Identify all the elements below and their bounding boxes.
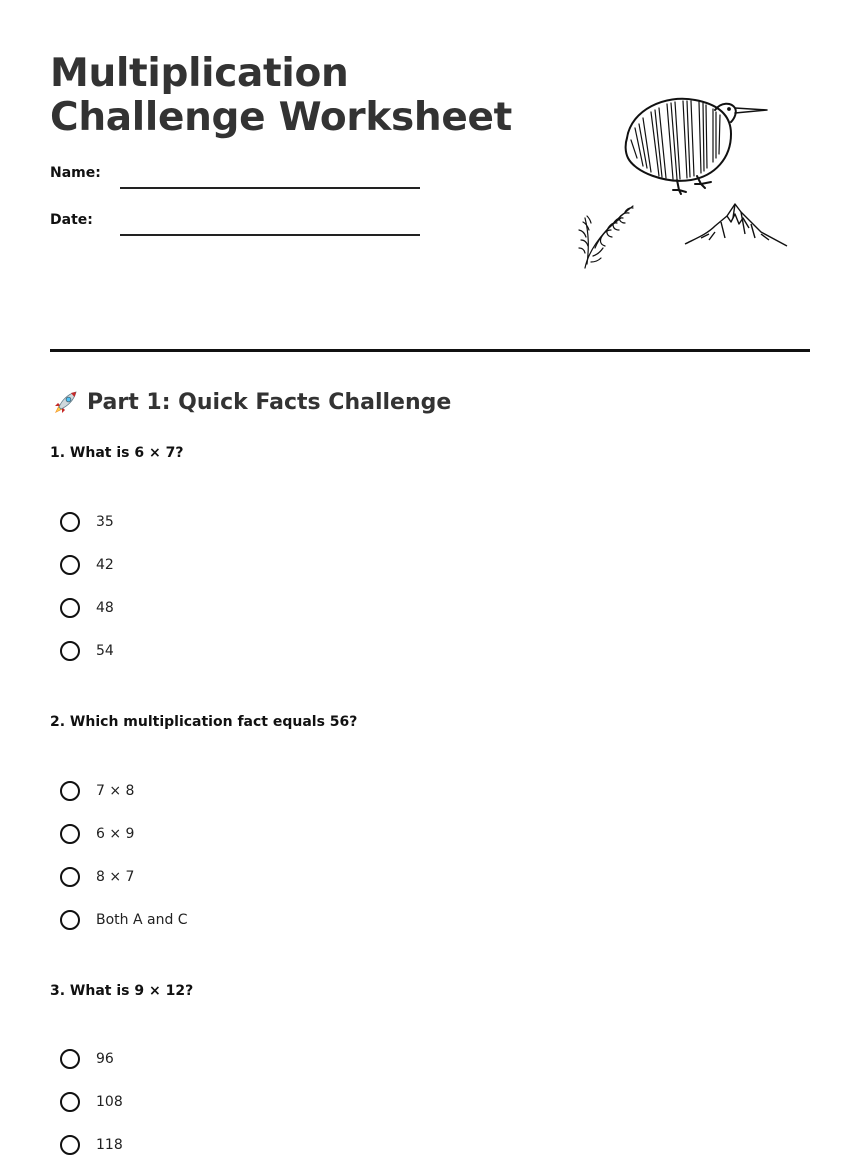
option-label: 7 × 8: [96, 782, 135, 799]
option-label: 8 × 7: [96, 868, 135, 885]
question-2: 2. Which multiplication fact equals 56?: [50, 714, 358, 730]
question-1: 1. What is 6 × 7?: [50, 445, 184, 461]
title-line-2: Challenge Worksheet: [50, 95, 513, 140]
option-label: 54: [96, 642, 114, 659]
rocket-icon: [50, 388, 80, 418]
radio-button[interactable]: [60, 781, 80, 801]
mountain-icon: [685, 204, 787, 246]
question-3-option-b[interactable]: [60, 1080, 460, 1123]
option-label: 35: [96, 513, 114, 530]
radio-button[interactable]: [60, 512, 80, 532]
question-2-options: [60, 769, 460, 941]
question-1-option-c[interactable]: [60, 586, 460, 629]
kiwi-bird-icon: [626, 99, 767, 194]
radio-button[interactable]: [60, 824, 80, 844]
part1-title: [50, 388, 451, 418]
radio-button[interactable]: [60, 1135, 80, 1155]
name-label: Name:: [50, 165, 101, 181]
date-label: Date:: [50, 212, 93, 228]
option-label: 42: [96, 556, 114, 573]
question-2-option-a[interactable]: [60, 769, 460, 812]
title-line-1: Multiplication: [50, 51, 349, 96]
radio-button[interactable]: [60, 555, 80, 575]
kiwi-illustration: [565, 88, 795, 273]
question-2-option-b[interactable]: [60, 812, 460, 855]
name-field[interactable]: [50, 165, 430, 195]
radio-button[interactable]: [60, 1092, 80, 1112]
question-1-option-b[interactable]: [60, 543, 460, 586]
fern-icon: [579, 206, 633, 268]
question-3-options: [60, 1037, 460, 1166]
option-label: 6 × 9: [96, 825, 135, 842]
name-input-line[interactable]: [120, 187, 420, 189]
question-1-options: [60, 500, 460, 672]
header-divider: [50, 349, 810, 352]
question-3: 3. What is 9 × 12?: [50, 983, 194, 999]
question-1-option-d[interactable]: [60, 629, 460, 672]
part1-title-text: Part 1: Quick Facts Challenge: [87, 390, 452, 415]
option-label: 48: [96, 599, 114, 616]
question-3-option-c[interactable]: [60, 1123, 460, 1166]
radio-button[interactable]: [60, 867, 80, 887]
radio-button[interactable]: [60, 641, 80, 661]
question-1-option-a[interactable]: [60, 500, 460, 543]
question-2-option-c[interactable]: [60, 855, 460, 898]
date-field[interactable]: [50, 212, 430, 242]
date-input-line[interactable]: [120, 234, 420, 236]
option-label: 108: [96, 1093, 123, 1110]
radio-button[interactable]: [60, 1049, 80, 1069]
question-3-option-a[interactable]: [60, 1037, 460, 1080]
radio-button[interactable]: [60, 910, 80, 930]
question-2-option-d[interactable]: [60, 898, 460, 941]
worksheet-title: [50, 52, 512, 140]
option-label: 118: [96, 1136, 123, 1153]
radio-button[interactable]: [60, 598, 80, 618]
option-label: 96: [96, 1050, 114, 1067]
option-label: Both A and C: [96, 911, 188, 928]
